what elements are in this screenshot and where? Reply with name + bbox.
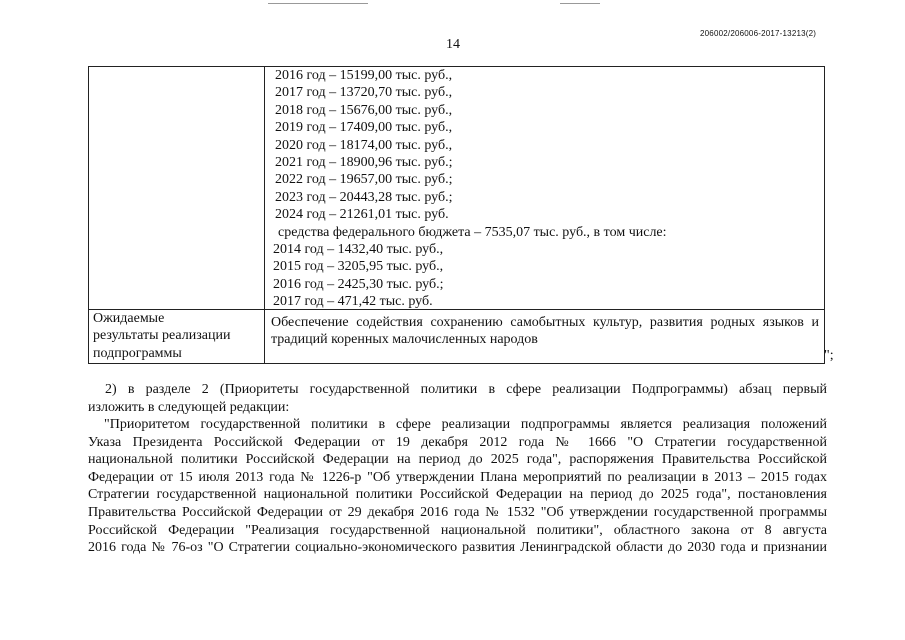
paragraph-line: изложить в следующей редакции: xyxy=(88,399,290,415)
paragraph-line: 2) в разделе 2 (Приоритеты государственной политики в сфере реализации Подпрограммы) абзац первый xyxy=(105,382,827,397)
document-code: 206002/206006-2017-13213(2) xyxy=(700,29,817,38)
paragraph-priority xyxy=(88,416,827,557)
paragraph-line: "Приоритетом государственной политики в сфере реализации подпрограммы является реализация положений xyxy=(104,417,827,432)
closing-quote: "; xyxy=(824,348,834,363)
funding-line: 2018 год – 15676,00 тыс. руб., xyxy=(275,102,453,118)
funding-line: 2016 год – 15199,00 тыс. руб., xyxy=(275,68,453,83)
funding-line: 2016 год – 2425,30 тыс. руб.; xyxy=(273,276,444,292)
paragraph-line: национальной политики Российской Федерации на период до 2025 года", распоряжения Правительства Российской xyxy=(88,452,827,468)
paragraph-line: Федерации от 15 июля 2013 года № 1226-р "Об утверждении Плана мероприятий по реализации в 2013 – 2015 годах xyxy=(88,469,827,485)
funding-line: 2021 год – 18900,96 тыс. руб.; xyxy=(275,155,453,170)
paragraph-amendment xyxy=(88,381,827,416)
funding-line: 2017 год – 13720,70 тыс. руб., xyxy=(275,85,453,101)
paragraph-line: Стратегии государственной национальной политики Российской Федерации на период до 2025 года", постановления xyxy=(88,487,827,503)
funding-line: средства федерального бюджета – 7535,07 тыс. руб., в том числе: xyxy=(278,224,667,240)
funding-line: 2019 год – 17409,00 тыс. руб., xyxy=(275,120,453,136)
page-number: 14 xyxy=(446,37,460,52)
funding-line: 2017 год – 471,42 тыс. руб. xyxy=(273,294,433,310)
paragraph-line: Правительства Российской Федерации от 29 декабря 2016 года № 1532 "Об утверждении государственной программы xyxy=(88,504,827,520)
expected-results-label xyxy=(93,310,259,362)
expected-results-text: Обеспечение содействия сохранению самобытных культур, развития родных языков и традиций коренных малочисленных народов xyxy=(271,315,819,348)
table-column-divider xyxy=(264,67,265,363)
scan-artifact-line xyxy=(560,3,600,4)
paragraph-line: Указа Президента Российской Федерации от 19 декабря 2012 года № 1666 "О Стратегии государственной xyxy=(88,434,827,450)
funding-line: 2014 год – 1432,40 тыс. руб., xyxy=(273,242,444,257)
label-line: Ожидаемые xyxy=(93,311,165,326)
program-table xyxy=(88,66,825,364)
funding-line: 2015 год – 3205,95 тыс. руб., xyxy=(273,259,444,275)
paragraph-line: 2016 года № 76-оз "О Стратегии социально-экономического развития Ленинградской области до 2030 года и признании xyxy=(88,540,827,556)
funding-line: 2020 год – 18174,00 тыс. руб., xyxy=(275,137,453,153)
paragraph-line: Российской Федерации "Реализация государственной национальной политики", областного закона от 8 августа xyxy=(88,522,827,538)
scan-artifact-line xyxy=(268,3,368,4)
funding-line: 2024 год – 21261,01 тыс. руб. xyxy=(275,207,449,223)
label-line: подпрограммы xyxy=(93,345,182,361)
label-line: результаты реализации xyxy=(93,328,231,344)
funding-line: 2022 год – 19657,00 тыс. руб.; xyxy=(275,172,453,188)
funding-line: 2023 год – 20443,28 тыс. руб.; xyxy=(275,189,453,205)
